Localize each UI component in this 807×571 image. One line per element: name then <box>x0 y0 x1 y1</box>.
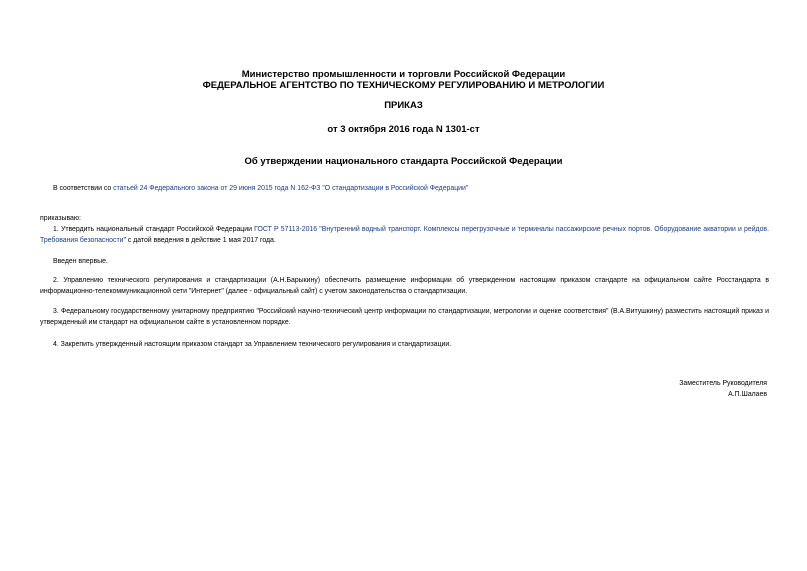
paragraph-4: 4. Закрепить утвержденный настоящим приказом стандарт за Управлением технического регулирования и стандартизации. <box>53 341 452 348</box>
introduced-note: Введен впервые. <box>53 258 108 265</box>
p1-suffix: " с датой введения в действие 1 мая 2017 года. <box>123 236 276 244</box>
p1-prefix: 1. Утвердить национальный стандарт Российской Федерации <box>53 226 255 233</box>
ministry-heading: Министерство промышленности и торговли Российской Федерации <box>241 69 566 80</box>
agency-heading: ФЕДЕРАЛЬНОЕ АГЕНТСТВО ПО ТЕХНИЧЕСКОМУ РЕГУЛИРОВАНИЮ И МЕТРОЛОГИИ <box>202 80 605 91</box>
basis-prefix: В соответствии со <box>53 185 114 192</box>
paragraph-3: 3. Федеральному государственному унитарному предприятию "Российский научно-технический центр информации по стандартизации, метрологии и оценке соответствия" (В.А.Витушкину) разместить настоящий приказ и утвержденный им стандарт на официальном сайте в установленном порядке. <box>40 308 769 326</box>
signature-position: Заместитель Руководителя <box>679 380 767 387</box>
order-word: приказываю: <box>40 215 81 222</box>
paragraph-1 <box>40 225 769 246</box>
document-title: Об утверждении национального стандарта Российской Федерации <box>244 156 563 167</box>
signature-name: А.П.Шалаев <box>728 391 767 398</box>
basis-paragraph <box>53 184 773 195</box>
order-heading: ПРИКАЗ <box>384 100 423 111</box>
gost-link[interactable]: ГОСТ Р 57113-2016 "Внутренний водный транспорт. Комплексы перегрузочные и терминалы пассажирские речных портов. Оборудование акватории и рейдов. Требования безопасности <box>40 226 769 244</box>
law-link[interactable]: статьей 24 Федерального закона от 29 июня 2015 года N 162-ФЗ "О стандартизации в Российской Федерации" <box>113 185 469 192</box>
paragraph-2: 2. Управлению технического регулирования и стандартизации (А.Н.Барыкину) обеспечить размещение информации об утвержденном настоящим приказом стандарте на официальном сайте Росстандарта в информационно-телекоммуникационной сети "Интернет" (далее - официальный сайт) с учетом законодательства о стандартизации. <box>40 277 769 295</box>
order-date: от 3 октября 2016 года N 1301-ст <box>327 124 480 135</box>
